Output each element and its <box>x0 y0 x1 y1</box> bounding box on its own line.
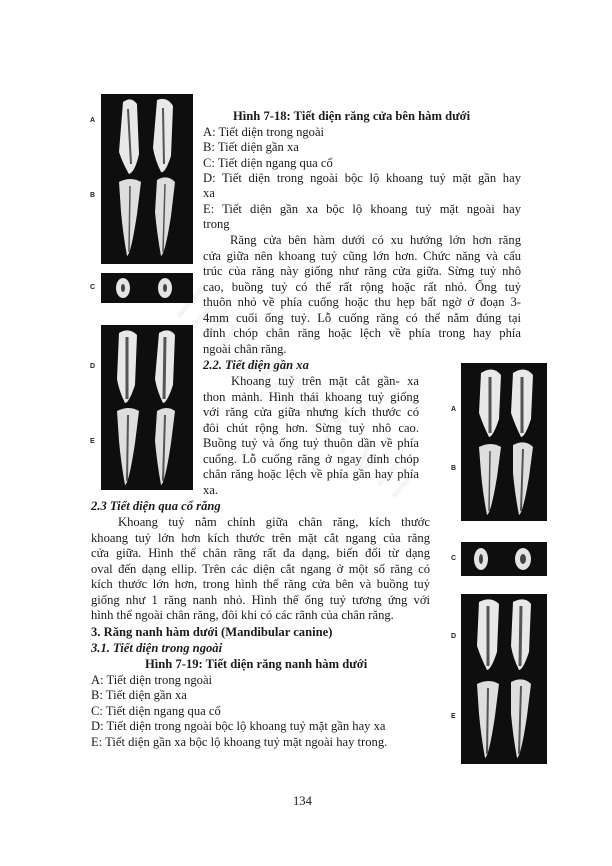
panel-label-b: B <box>90 192 96 199</box>
para1-line: cao, buồng tuỷ có thể rất rộng hoặc rất nhỏ. Ống tuỷ <box>203 280 521 294</box>
fig718-item-a: A: Tiết diện trong ngoài <box>203 125 325 139</box>
panel-label-e: E <box>90 438 95 445</box>
fig718-item-d-cont: xa <box>203 186 215 200</box>
para1-line: ngoài chân răng. <box>203 342 287 356</box>
panel-label-b: B <box>451 465 457 472</box>
fig719-item-d: D: Tiết diện trong ngoài bộc lộ khoang tuỷ mặt gần hay xa <box>91 719 386 733</box>
para2-line: Khoang tuỷ trên mặt cắt gần- xa <box>231 374 419 388</box>
para3-line: hình thể ngoài chân răng, đôi khi có các rãnh của chân răng. <box>91 608 394 622</box>
para1-line: Răng cửa bên hàm dưới có xu hướng lớn hơn răng <box>230 233 521 247</box>
cross-section-image <box>461 542 547 576</box>
para2-line: Buồng tuỷ và ống tuỷ thuôn dần về phía <box>203 436 419 450</box>
photo-718-c <box>101 273 193 303</box>
fig718-item-b: B: Tiết diện gần xa <box>203 140 299 154</box>
panel-label-c: C <box>451 555 457 562</box>
para1-line: thuôn nhỏ về phía cuống hoặc thu hẹp bất ngờ ở đoạn 3- <box>203 295 521 309</box>
heading-3-1: 3.1. Tiết diện trong ngoài <box>91 641 223 655</box>
fig719-item-b: B: Tiết diện gần xa <box>91 688 187 702</box>
figure-7-19-caption: Hình 7-19: Tiết diện răng nanh hàm dưới <box>145 657 368 671</box>
photo-719-c <box>461 542 547 576</box>
para2-line: cuống. Lỗ cuống răng ở ngay đỉnh chóp <box>203 452 419 466</box>
photo-719-de <box>461 594 547 764</box>
panel-label-a: A <box>90 117 96 124</box>
cross-section-image <box>101 273 193 303</box>
panel-label-d: D <box>451 633 457 640</box>
fig719-item-a: A: Tiết diện trong ngoài <box>91 673 213 687</box>
photo-718-ab <box>101 94 193 264</box>
fig719-item-e: E: Tiết diện gần xa bộc lộ khoang tuỷ mặt ngoài hay trong. <box>91 735 388 749</box>
fig718-item-e: E: Tiết diện gần xa bộc lộ khoang tuỷ mặt ngoài hay <box>203 202 521 216</box>
para2-line: xa. <box>203 483 219 497</box>
heading-2-2: 2.2. Tiết diện gần xa <box>203 358 309 372</box>
tooth-section-image <box>461 363 547 521</box>
fig719-item-c: C: Tiết diện ngang qua cổ <box>91 704 221 718</box>
tooth-section-image <box>101 325 193 490</box>
para1-line: cửa giữa nên khoang tuỷ cũng lớn hơn. Chức năng và cấu <box>203 249 521 263</box>
photo-719-ab <box>461 363 547 521</box>
figure-7-18-caption: Hình 7-18: Tiết diện răng cửa bên hàm dưới <box>233 109 471 123</box>
para1-line: 4mm cuối ống tuỷ. Lỗ cuống răng có thể nằm đúng tại <box>203 311 521 325</box>
para1-line: đỉnh chóp chân răng hoặc lệch về phía trong hay phía <box>203 326 521 340</box>
fig718-item-d: D: Tiết diện trong ngoài bộc lộ khoang tuỷ mặt gần hay <box>203 171 521 185</box>
panel-label-c: C <box>90 284 96 291</box>
fig718-item-c: C: Tiết diện ngang qua cổ <box>203 156 333 170</box>
tooth-section-image <box>101 94 193 264</box>
fig718-item-e-cont: trong <box>203 217 230 231</box>
heading-3: 3. Răng nanh hàm dưới (Mandibular canine) <box>91 625 333 639</box>
panel-label-a: A <box>451 406 457 413</box>
para3-line: giống như 1 răng nanh nhỏ. Hình thể ống tuỷ tương ứng với <box>91 593 430 607</box>
page-number: 134 <box>293 794 312 808</box>
para3-line: oval đến dạng ellip. Trên các diện cắt ngang ở một số răng có <box>91 562 430 576</box>
para3-line: Khoang tuỷ nằm chính giữa chân răng, kích thước <box>118 515 430 529</box>
para3-line: cửa giữa. Hình thể chân răng rất đa dạng, biến đổi từ dạng <box>91 546 430 560</box>
photo-718-de <box>101 325 193 490</box>
para2-line: đôi chút rộng hơn. Sừng tuỷ nhô cao. <box>203 421 419 435</box>
tooth-section-image <box>461 594 547 764</box>
heading-2-3: 2.3 Tiết diện qua cổ răng <box>91 499 221 513</box>
para1-line: trúc của răng này giống như răng cửa giữa. Sừng tuỷ nhô <box>203 264 521 278</box>
para2-line: với răng cửa giữa nhưng kích thước có <box>203 405 419 419</box>
para3-line: khoang tuỷ lớn hơn kích thước trên mặt cắt ngang của răng <box>91 531 430 545</box>
panel-label-e: E <box>451 713 456 720</box>
para3-line: kích thước lớn hơn, trong hình thể răng cửa bên và buồng tuỷ <box>91 577 430 591</box>
para2-line: chân răng hoặc lệch về phía gần hay phía <box>203 467 419 481</box>
panel-label-d: D <box>90 363 96 370</box>
para2-line: thon mảnh. Hình thái khoang tuỷ giống <box>203 390 419 404</box>
